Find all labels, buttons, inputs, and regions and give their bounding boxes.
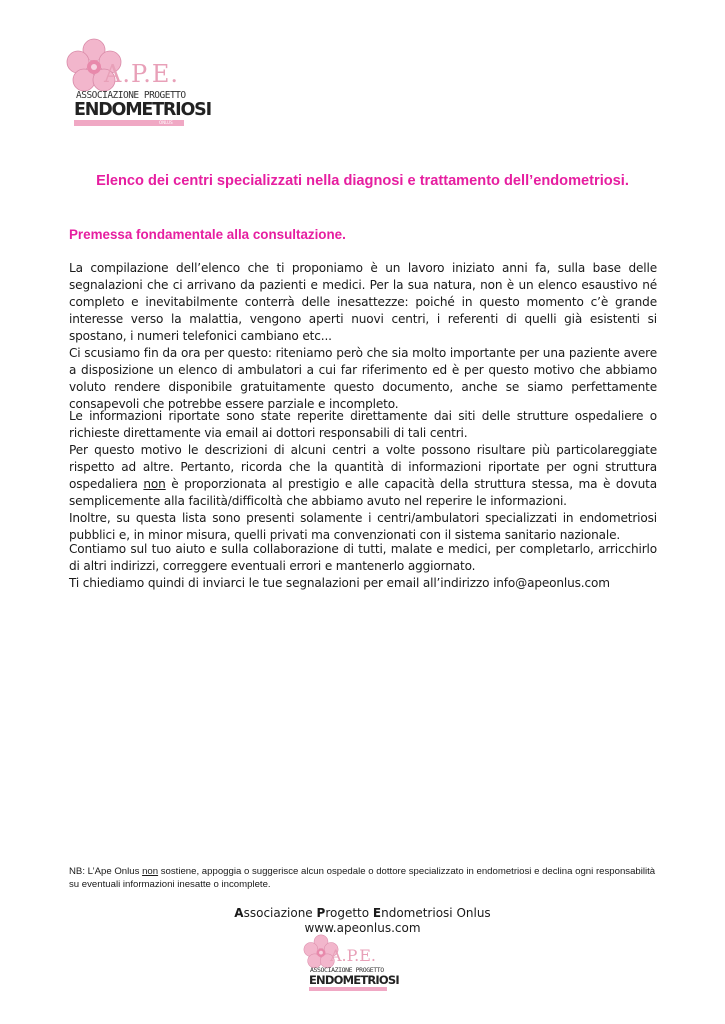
text-run: ssociazione [243,906,317,920]
text-run: rogetto [325,906,373,920]
paragraph: La compilazione dell’elenco che ti proponiamo è un lavoro iniziato anni fa, sulla base delle segnalazioni che ci arrivano da pazienti e medici. Per la sua natura, non è un elenco esaustivo né completo e inevitabilmente conterrà delle inesattezze: poiché in questo momento c’è grande interesse verso la malattia, vengono aperti nuovi centri, i referenti di quelli già esistenti si spostano, i numeri telefonici cambiano etc... [69,261,657,343]
footer-website: www.apeonlus.com [304,921,421,935]
underlined-text: non [142,866,159,877]
paragraph: Ci scusiamo fin da ora per questo: riteniamo però che sia molto importante per una paziente avere a disposizione un elenco di ambulatori a cui far riferimento ed è per questo motivo che abbiamo voluto rendere disponibile gratuitamente questo documento, anche se siamo perfettamente consapevoli che potrebbe essere parziale e incompleto. [69,346,657,411]
paragraph [69,442,657,510]
underlined-text: non [143,477,166,491]
footer-association-name [0,906,725,920]
info-block [69,408,657,544]
intro-block [69,260,657,413]
logo-ape-text: A.P.E. [330,946,377,965]
text-run: è proporzionata al prestigio e alle capacità della struttura stessa, ma è dovuta semplicemente alla facilità/difficoltà che abbiamo avuto nel reperire le informazioni. [69,477,657,508]
text-run: ndometriosi Onlus [381,906,491,920]
logo-ape-text: A.P.E. [104,60,180,88]
section-subtitle: Premessa fondamentale alla consultazione. [69,227,346,242]
disclaimer-note [69,865,659,891]
document-title: Elenco dei centri specializzati nella diagnosi e trattamento dell’endometriosi. [96,173,629,189]
paragraph: Contiamo sul tuo aiuto e sulla collaborazione di tutti, malate e medici, per completarlo, arricchirlo di altri indirizzi, correggere eventuali errori e mantenerlo aggiornato. [69,542,657,573]
logo-endo-text: ENDOMETRIOSI [309,973,399,987]
paragraph: Le informazioni riportate sono state reperite direttamente dai siti delle strutture ospedaliere o richieste direttamente via email ai dottori responsabili di tali centri. [69,409,657,440]
contact-block [69,541,657,592]
text-run: NB: L’Ape Onlus [69,866,143,877]
initial-letter: P [316,906,326,920]
text-run: Per questo motivo le descrizioni di alcuni centri a volte possono risultare più particolareggiate rispetto ad altre. Pertanto, ricorda che la quantità di informazioni riportate per ogni struttura ospedaliera [69,443,657,491]
ape-logo [64,38,211,128]
footer-logo [300,934,400,992]
text-run: sostiene, appoggia o suggerisce alcun ospedale o dottore specializzato in endometriosi e declina ogni responsabilità su eventuali informazioni inesatte o incomplete. [69,866,656,890]
logo-endo-text: ENDOMETRIOSI [74,100,211,120]
initial-letter: E [372,906,382,920]
logo-bar [309,987,387,991]
logo-onlus-text: ONLUS [159,120,173,125]
logo-assoc-text: ASSOCIAZIONE PROGETTO [310,966,384,974]
paragraph: Ti chiediamo quindi di inviarci le tue segnalazioni per email all’indirizzo info@apeonlus.com [69,576,610,590]
logo-assoc-text: ASSOCIAZIONE PROGETTO [76,90,186,101]
initial-letter: A [234,906,244,920]
paragraph: Inoltre, su questa lista sono presenti solamente i centri/ambulatori specializzati in endometriosi pubblici e, in minor misura, quelli privati ma convenzionati con il sistema sanitario nazionale. [69,511,657,542]
